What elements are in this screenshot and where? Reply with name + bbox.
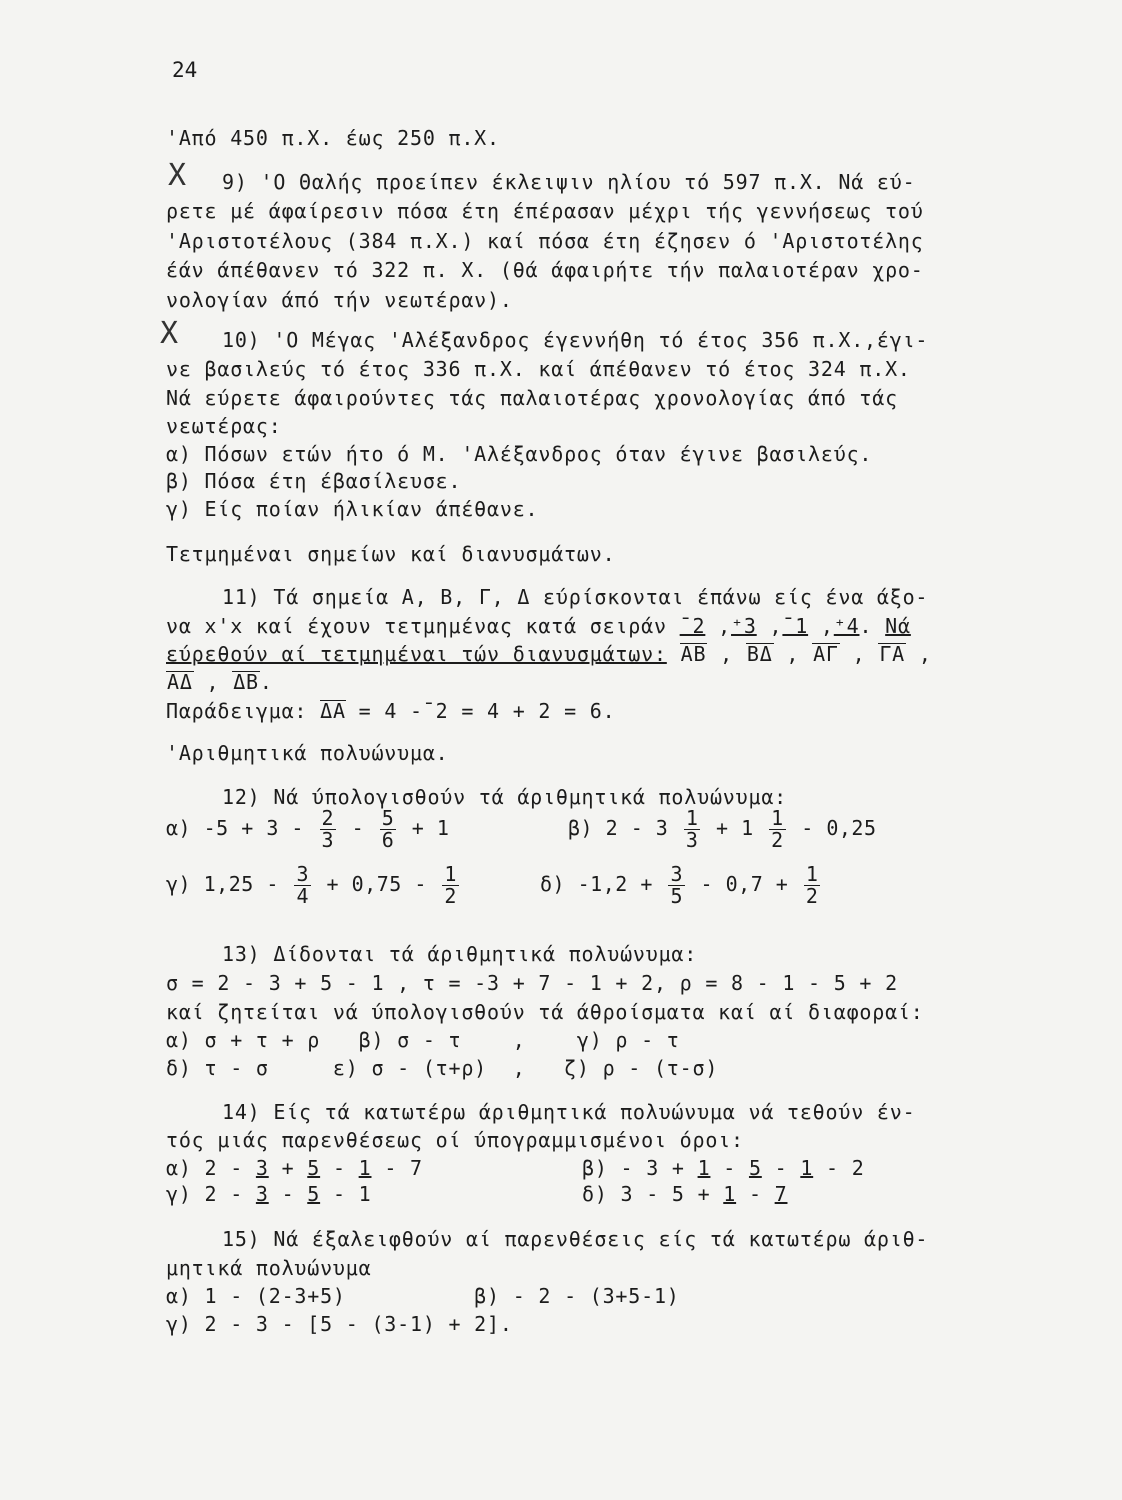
ex14-item-a bbox=[166, 1154, 423, 1182]
expr-part: 1,25 - bbox=[203, 872, 279, 896]
expr-part: δ) 3 - 5 + bbox=[582, 1182, 711, 1206]
ex14-line-2: τός μιάς παρενθέσεως οί ύπογραμμισμένοι όροι: bbox=[166, 1128, 744, 1152]
section-heading-dates: 'Από 450 π.Χ. έως 250 π.Χ. bbox=[166, 126, 500, 150]
denominator: 2 bbox=[805, 884, 819, 908]
ex13-definitions: σ = 2 - 3 + 5 - 1 , τ = -3 + 7 - 1 + 2, ρ = 8 - 1 - 5 + 2 bbox=[166, 971, 898, 995]
vector-label: ΑΔ bbox=[167, 670, 193, 694]
fraction bbox=[380, 808, 397, 851]
ex9-line-4: έάν άπέθανεν τό 322 π. Χ. (θά άφαιρήτε τήν παλαιοτέραν χρο- bbox=[166, 258, 924, 282]
item-label: β) bbox=[568, 816, 594, 840]
ex11-line-3-text: εύρεθούν αί τετμημέναι τών διανυσμάτων: bbox=[166, 642, 667, 666]
numerator: 3 bbox=[296, 862, 309, 886]
ex10-line-1: 10) 'Ο Μέγας 'Αλέξανδρος έγεννήθη τό έτος 356 π.Χ.,έγι- bbox=[222, 328, 929, 352]
numerator: 1 bbox=[805, 862, 819, 886]
ex14-item-d bbox=[582, 1180, 787, 1208]
ex9-line-3: 'Αριστοτέλους (384 π.Χ.) καί πόσα έτη έζησεν ό 'Αριστοτέλης bbox=[166, 229, 924, 253]
ex14-item-b bbox=[582, 1154, 865, 1182]
section-heading-coordinates: Τετμημέναι σημείων καί διανυσμάτων. bbox=[166, 542, 616, 566]
ex13-intro: 13) Δίδονται τά άριθμητικά πολυώνυμα: bbox=[222, 942, 698, 966]
fraction bbox=[668, 864, 685, 907]
expr-part: γ) 2 - bbox=[166, 1182, 244, 1206]
ex14-item-c bbox=[166, 1180, 371, 1208]
ex9-line-2: ρετε μέ άφαίρεσιν πόσα έτη έπέρασαν μέχρι τής γεννήσεως τού bbox=[166, 199, 924, 223]
denominator: 4 bbox=[296, 884, 309, 908]
denominator: 3 bbox=[321, 828, 335, 852]
check-mark-icon: X bbox=[160, 316, 179, 351]
fraction bbox=[684, 808, 701, 851]
vector-label: ΓΑ bbox=[879, 642, 905, 666]
vector-label: ΒΔ bbox=[746, 642, 773, 666]
check-mark-icon: X bbox=[168, 158, 187, 193]
underlined-term: 1 bbox=[697, 1156, 711, 1180]
underlined-term: 5 bbox=[307, 1156, 321, 1180]
ex10-item-c: γ) Είς ποίαν ήλικίαν άπέθανε. bbox=[166, 497, 539, 521]
expr-part: β) - 3 + bbox=[582, 1156, 685, 1180]
ex14-line-1: 14) Είς τά κατωτέρω άριθμητικά πολυώνυμα νά τεθούν έν- bbox=[222, 1100, 916, 1124]
expr-part: - 7 bbox=[384, 1156, 423, 1180]
expr-part: + 1 bbox=[411, 816, 450, 840]
ex10-item-b: β) Πόσα έτη έβασίλευσε. bbox=[166, 469, 462, 493]
underlined-term: 1 bbox=[800, 1156, 814, 1180]
item-label: α) bbox=[166, 816, 192, 840]
expr-part: - bbox=[748, 1182, 762, 1206]
ex15-items-row-1: α) 1 - (2-3+5) β) - 2 - (3+5-1) bbox=[166, 1284, 680, 1308]
ex11-example bbox=[166, 697, 615, 725]
denominator: 2 bbox=[771, 828, 784, 852]
example-vector: ΔΑ bbox=[320, 699, 346, 723]
expr-part: - 1 bbox=[332, 1182, 372, 1206]
expr-part: -1,2 + bbox=[577, 872, 653, 896]
denominator: 5 bbox=[670, 884, 683, 908]
fraction bbox=[769, 808, 786, 851]
underlined-term: 1 bbox=[723, 1182, 737, 1206]
expr-part: -5 + 3 - bbox=[203, 816, 304, 840]
expr-part: - 0,25 bbox=[801, 816, 877, 840]
numerator: 2 bbox=[321, 806, 335, 830]
ex12-item-a bbox=[166, 808, 449, 851]
ex15-line-2: μητικά πολυώνυμα bbox=[166, 1256, 372, 1280]
fraction bbox=[294, 864, 311, 907]
coordinate-value: ⁺3 bbox=[731, 614, 757, 638]
page-number: 24 bbox=[172, 58, 198, 82]
ex11-line-2-text: να x'x καί έχουν τετμημένας κατά σειράν bbox=[166, 614, 667, 638]
ex10-line-3: Νά εύρετε άφαιρούντες τάς παλαιοτέρας χρονολογίας άπό τάς bbox=[166, 386, 898, 410]
numerator: 1 bbox=[444, 862, 457, 886]
numerator: 1 bbox=[685, 806, 699, 830]
fraction bbox=[804, 864, 821, 907]
expr-part: 2 - 3 bbox=[605, 816, 669, 840]
section-heading-polynomials: 'Αριθμητικά πολυώνυμα. bbox=[166, 741, 449, 765]
underlined-term: 3 bbox=[255, 1156, 269, 1180]
ex11-line-1: 11) Τά σημεία Α, Β, Γ, Δ εύρίσκονται έπάνω είς ένα άξο- bbox=[222, 585, 929, 609]
example-expression: = 4 -¯2 = 4 + 2 = 6. bbox=[358, 699, 616, 723]
ex10-line-2: νε βασιλεύς τό έτος 336 π.Χ. καί άπέθανεν τό έτος 324 π.Χ. bbox=[166, 357, 911, 381]
coordinate-value: ¯1 bbox=[782, 614, 809, 638]
fraction bbox=[442, 864, 459, 907]
underlined-term: 5 bbox=[307, 1182, 321, 1206]
ex10-line-4: νεωτέρας: bbox=[166, 414, 282, 438]
ex12-item-d bbox=[540, 864, 823, 907]
item-label: δ) bbox=[540, 872, 566, 896]
denominator: 6 bbox=[381, 828, 395, 852]
underlined-term: 1 bbox=[358, 1156, 372, 1180]
expr-part: α) 2 - bbox=[166, 1156, 244, 1180]
ex12-item-c bbox=[166, 864, 462, 907]
ex11-line-4: ΑΔ , ΔΒ. bbox=[167, 670, 273, 694]
ex11-line-2-end: Νά bbox=[885, 614, 911, 638]
vector-label: ΑΒ bbox=[680, 642, 707, 666]
ex9-line-1: 9) 'Ο Θαλής προείπεν έκλειψιν ηλίου τό 597 π.Χ. Νά εύ- bbox=[222, 170, 916, 194]
ex10-item-a: α) Πόσων ετών ήτο ό Μ. 'Αλέξανδρος όταν έγινε βασιλεύς. bbox=[166, 442, 873, 466]
underlined-term: 5 bbox=[748, 1156, 762, 1180]
underlined-term: 7 bbox=[774, 1182, 788, 1206]
expr-part: - bbox=[281, 1182, 295, 1206]
ex11-line-2: να x'x καί έχουν τετμημένας κατά σειράν ¯2 ,⁺3 ,¯1 ,⁺4. Νά bbox=[166, 614, 911, 638]
underlined-term: 3 bbox=[255, 1182, 269, 1206]
coordinate-value: ¯2 bbox=[679, 614, 706, 638]
expr-part: + 0,75 - bbox=[326, 872, 427, 896]
denominator: 2 bbox=[444, 884, 457, 908]
example-label: Παράδειγμα: bbox=[166, 699, 308, 723]
ex12-intro: 12) Νά ύπολογισθούν τά άριθμητικά πολυώνυμα: bbox=[222, 785, 788, 809]
numerator: 5 bbox=[381, 806, 395, 830]
expr-part: - 2 bbox=[826, 1156, 865, 1180]
ex9-line-5: νολογίαν άπό τήν νεωτέραν). bbox=[166, 288, 513, 312]
ex11-line-3: εύρεθούν αί τετμημέναι τών διανυσμάτων: ΑΒ , ΒΔ , ΑΓ , ΓΑ , bbox=[166, 642, 932, 666]
ex12-item-b bbox=[568, 808, 877, 851]
coordinate-value: ⁺4 bbox=[833, 614, 860, 638]
fraction bbox=[320, 808, 337, 851]
expr-part: - bbox=[723, 1156, 737, 1180]
vector-label: ΑΓ bbox=[813, 642, 839, 666]
vector-label: ΔΒ bbox=[233, 670, 259, 694]
expr-part: - 0,7 + bbox=[700, 872, 789, 896]
ex15-line-1: 15) Νά έξαλειφθούν αί παρενθέσεις είς τά κατωτέρω άριθ- bbox=[222, 1227, 929, 1251]
numerator: 3 bbox=[670, 862, 683, 886]
item-label: γ) bbox=[166, 872, 192, 896]
ex13-items-row-1: α) σ + τ + ρ β) σ - τ , γ) ρ - τ bbox=[166, 1028, 680, 1052]
expr-part: + 1 bbox=[716, 816, 754, 840]
expr-part: + bbox=[281, 1156, 295, 1180]
expr-part: - bbox=[774, 1156, 788, 1180]
ex15-items-row-2: γ) 2 - 3 - [5 - (3-1) + 2]. bbox=[166, 1312, 513, 1336]
expr-part: - bbox=[332, 1156, 346, 1180]
ex13-items-row-2: δ) τ - σ ε) σ - (τ+ρ) , ζ) ρ - (τ-σ) bbox=[166, 1056, 719, 1080]
numerator: 1 bbox=[771, 806, 784, 830]
expr-part: - bbox=[351, 816, 365, 840]
ex13-task: καί ζητείται νά ύπολογισθούν τά άθροίσματα καί αί διαφοραί: bbox=[166, 1000, 924, 1024]
denominator: 3 bbox=[685, 828, 699, 852]
